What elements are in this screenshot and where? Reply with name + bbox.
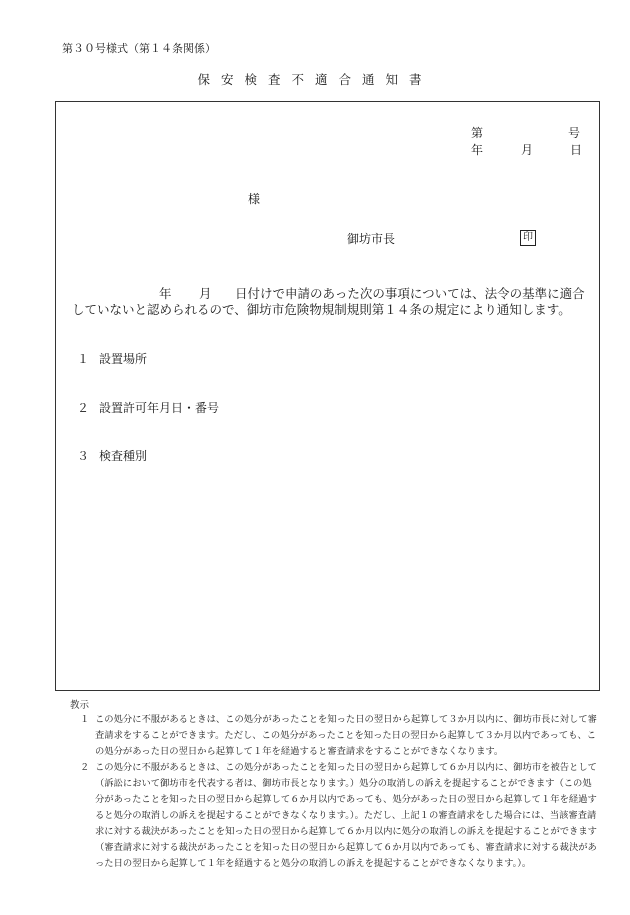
note-number: １: [80, 714, 90, 725]
item-2-number: ２: [77, 401, 90, 415]
item-2-label: 設置許可年月日・番号: [99, 401, 220, 415]
date-day: 日: [570, 143, 583, 157]
item-1-label: 設置場所: [99, 352, 148, 366]
note-text: この処分に不服があるときは、この処分があったことを知った日の翌日から起算して３か月以内に、御坊市長に対して審査請求をすることができます。ただし、この処分があったことを知った日の翌日から起算して３か月以内であっても、この処分があった日の翌日から起算して１年を経過すると審査請求をすることができなくなります。: [95, 714, 597, 757]
note-text: この処分に不服があるときは、この処分があったことを知った日の翌日から起算して６か月以内に、御坊市を被告として（訴訟において御坊市を代表する者は、御坊市長となります。）処分の取消しの訴えを提起することができます（この処分があったことを知った日の翌日から起算して６か月以内であっても、処分があった日の翌日から起算して１年を経過すると処分の取消しの訴えを提起することができなくなります。）。ただし、上記１の審査請求をした場合には、当該審査請求に対する裁決があったことを知った日の翌日から起算して６か月以内に処分の取消しの訴えを提起することができます（審査請求に対する裁決があったことを知った日の翌日から起算して６か月以内であっても、審査請求に対する裁決があった日の翌日から起算して１年を経過すると処分の取消しの訴えを提起することができなくなります。）。: [95, 762, 597, 869]
issuer-name: 御坊市長: [347, 232, 396, 246]
note-item: [80, 712, 600, 760]
body-line-2: していないと認められるので、御坊市危険物規制規則第１４条の規定により通知します。: [72, 302, 571, 317]
number-suffix: 号: [568, 126, 581, 140]
notice-frame: [55, 101, 600, 691]
body-line-1: 日付けで申請のあった次の事項については、法令の基準に適合: [235, 286, 585, 301]
form-number: 第３０号様式（第１４条関係）: [62, 42, 216, 55]
item-3-number: ３: [77, 449, 90, 463]
date-year: 年: [471, 143, 484, 157]
addressee-suffix: 様: [248, 192, 261, 206]
notes-list: [80, 712, 600, 872]
notes-label: 教示: [70, 700, 90, 711]
date-month: 月: [521, 143, 534, 157]
document-title: 保安検査不適合通知書: [197, 72, 433, 87]
item-3-label: 検査種別: [99, 449, 148, 463]
body-year: 年: [159, 286, 172, 301]
note-number: ２: [80, 762, 90, 773]
note-item: [80, 760, 600, 872]
number-prefix: 第: [471, 126, 484, 140]
body-month: 月: [199, 286, 212, 301]
seal-mark: 印: [520, 230, 536, 246]
item-1-number: １: [77, 352, 90, 366]
